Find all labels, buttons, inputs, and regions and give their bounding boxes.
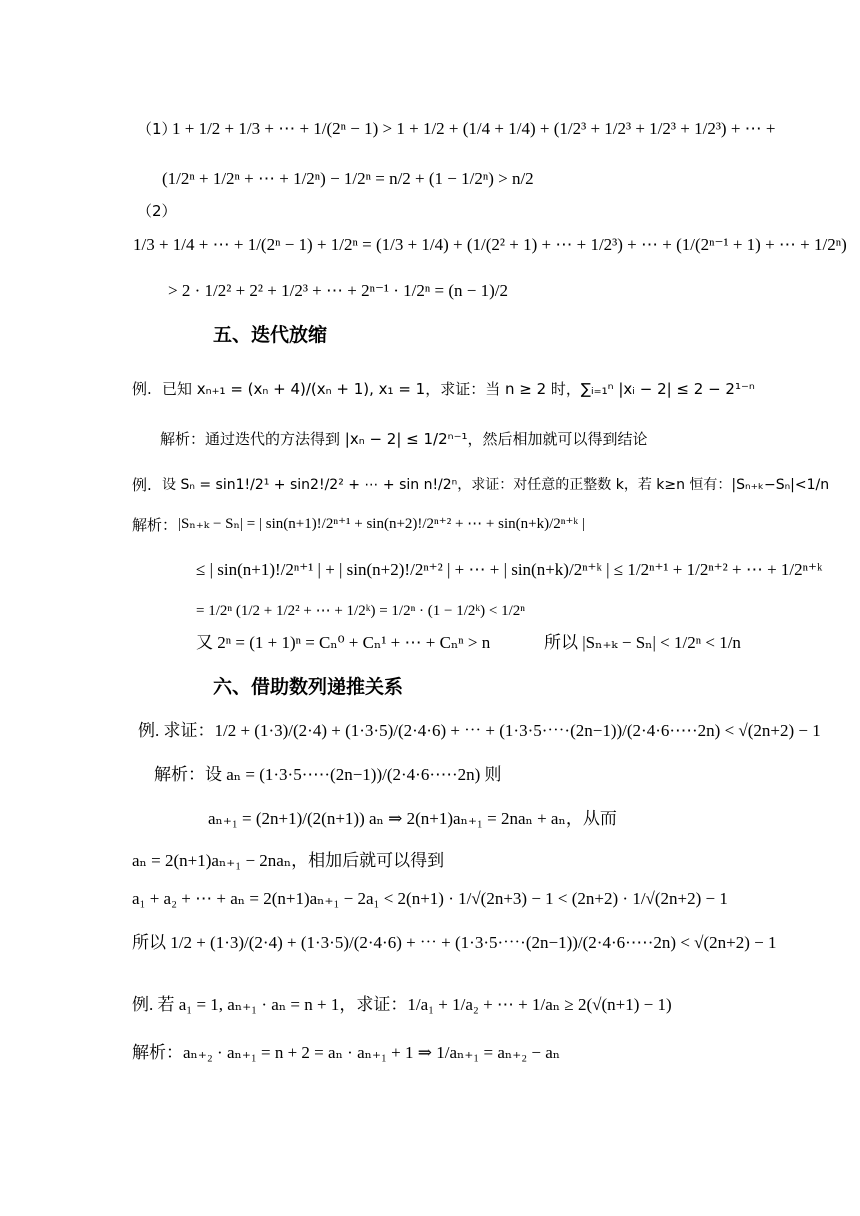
example3-analysis-line5: 所以 1/2 + (1·3)/(2·4) + (1·3·5)/(2·4·6) + ⋯ + (1·3·5·⋯·(2n−1))/(2·4·6·⋯·2n) < √(2n+2) − 1 — [132, 933, 777, 952]
example3-analysis-line1: 解析：设 aₙ = (1·3·5·⋯·(2n−1))/(2·4·6·⋯·2n) 则 — [154, 765, 502, 784]
example3-statement: 例. 求证：1/2 + (1·3)/(2·4) + (1·3·5)/(2·4·6) + ⋯ + (1·3·5·⋯·(2n−1))/(2·4·6·⋯·2n) < √(2n+2) − 1 — [138, 721, 821, 740]
example1-analysis: 解析：通过迭代的方法得到 |xₙ − 2| ≤ 1/2ⁿ⁻¹，然后相加就可以得到结论 — [160, 430, 648, 448]
part2-inequality-line1: 1/3 + 1/4 + ⋯ + 1/(2ⁿ − 1) + 1/2ⁿ = (1/3 + 1/4) + (1/(2² + 1) + ⋯ + 1/2³) + ⋯ + (1/(2ⁿ⁻¹ + 1) + ⋯ + 1/2ⁿ) — [133, 235, 847, 254]
section-heading-recurrence: 六、借助数列递推关系 — [213, 676, 404, 698]
part2-label: （2） — [137, 202, 177, 220]
part1-inequality-line1: 1 + 1/2 + 1/3 + ⋯ + 1/(2ⁿ − 1) > 1 + 1/2 + (1/4 + 1/4) + (1/2³ + 1/2³ + 1/2³ + 1/2³) + ⋯ + — [172, 119, 776, 138]
example1-label: 例. — [132, 380, 152, 398]
example2-label: 例. — [132, 476, 152, 494]
example3-analysis-line2: aₙ₊₁ = (2n+1)/(2(n+1)) aₙ ⇒ 2(n+1)aₙ₊₁ = 2naₙ + aₙ，从而 — [208, 809, 617, 828]
example4-statement: 例. 若 a₁ = 1, aₙ₊₁ · aₙ = n + 1，求证：1/a₁ + 1/a₂ + ⋯ + 1/aₙ ≥ 2(√(n+1) − 1) — [132, 995, 672, 1014]
example2-analysis-label: 解析： — [132, 516, 178, 534]
example3-analysis-line3: aₙ = 2(n+1)aₙ₊₁ − 2naₙ，相加后就可以得到 — [132, 851, 445, 870]
section-heading-iteration: 五、迭代放缩 — [213, 324, 328, 346]
part1-label: （1） — [137, 120, 177, 138]
example3-analysis-line4: a₁ + a₂ + ⋯ + aₙ = 2(n+1)aₙ₊₁ − 2a₁ < 2(n+1) · 1/√(2n+3) − 1 < (2n+2) · 1/√(2n+2) − 1 — [132, 889, 728, 908]
example2-statement: 设 Sₙ = sin1!/2¹ + sin2!/2² + ⋯ + sin n!/2ⁿ，求证：对任意的正整数 k，若 k≥n 恒有：|Sₙ₊ₖ−Sₙ|<1/n — [162, 477, 830, 493]
example4-analysis: 解析：aₙ₊₂ · aₙ₊₁ = n + 2 = aₙ · aₙ₊₁ + 1 ⇒ 1/aₙ₊₁ = aₙ₊₂ − aₙ — [132, 1043, 561, 1062]
part1-inequality-line2: (1/2ⁿ + 1/2ⁿ + ⋯ + 1/2ⁿ) − 1/2ⁿ = n/2 + (1 − 1/2ⁿ) > n/2 — [162, 169, 534, 188]
part2-inequality-line2: > 2 · 1/2² + 2² + 1/2³ + ⋯ + 2ⁿ⁻¹ · 1/2ⁿ = (n − 1)/2 — [168, 281, 508, 300]
example2-analysis-line1: |Sₙ₊ₖ − Sₙ| = | sin(n+1)!/2ⁿ⁺¹ + sin(n+2)!/2ⁿ⁺² + ⋯ + sin(n+k)/2ⁿ⁺ᵏ | — [178, 516, 585, 532]
example1-statement: 已知 xₙ₊₁ = (xₙ + 4)/(xₙ + 1), x₁ = 1，求证：当 n ≥ 2 时，∑ᵢ₌₁ⁿ |xᵢ − 2| ≤ 2 − 2¹⁻ⁿ — [162, 380, 755, 398]
example2-analysis-line5: 所以 |Sₙ₊ₖ − Sₙ| < 1/2ⁿ < 1/n — [544, 633, 741, 652]
example2-analysis-line4: 又 2ⁿ = (1 + 1)ⁿ = Cₙ⁰ + Cₙ¹ + ⋯ + Cₙⁿ > n — [196, 633, 491, 652]
example2-analysis-line3: = 1/2ⁿ (1/2 + 1/2² + ⋯ + 1/2ᵏ) = 1/2ⁿ · (1 − 1/2ᵏ) < 1/2ⁿ — [196, 603, 525, 619]
example2-analysis-line2: ≤ | sin(n+1)!/2ⁿ⁺¹ | + | sin(n+2)!/2ⁿ⁺² | + ⋯ + | sin(n+k)/2ⁿ⁺ᵏ | ≤ 1/2ⁿ⁺¹ + 1/2ⁿ⁺² + ⋯ + 1/2ⁿ⁺ᵏ — [196, 560, 823, 579]
